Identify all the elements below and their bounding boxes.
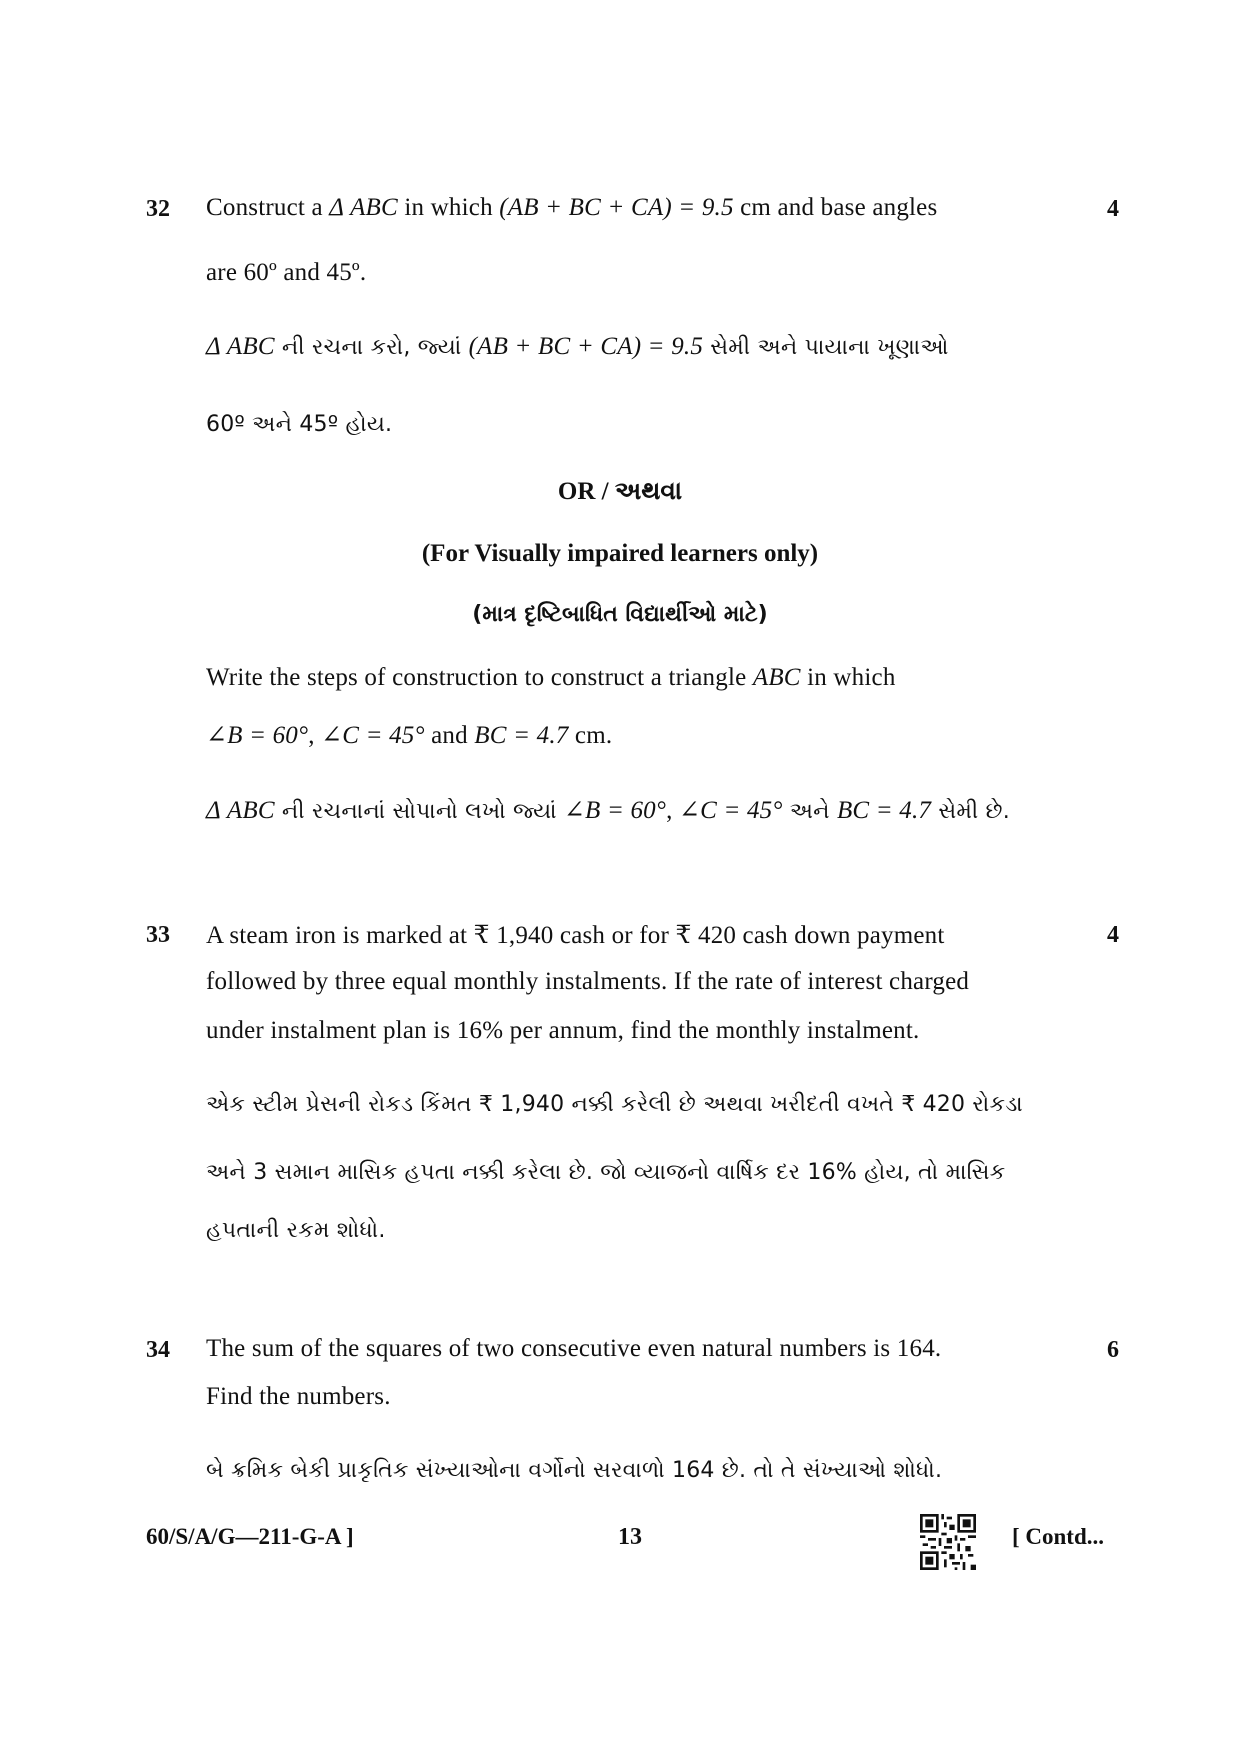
q33-en-line2: followed by three equal monthly instalments. If the rate of interest charged xyxy=(206,968,970,995)
q32-alt-en-line1 xyxy=(206,664,896,692)
text: Construct a xyxy=(206,194,330,221)
question-marks-34: 6 xyxy=(1107,1337,1119,1363)
question-number-32: 32 xyxy=(146,196,170,222)
text: in which xyxy=(800,664,896,691)
side-bc: BC = 4.7 xyxy=(474,722,569,749)
angle-b: ∠B = 60° xyxy=(563,797,667,824)
q32-en-line1 xyxy=(206,194,937,222)
paper-code: 60/S/A/G—211-G-A ] xyxy=(146,1524,354,1549)
text: , xyxy=(666,797,679,824)
triangle-label: Δ ABC xyxy=(329,194,398,221)
or-divider: OR / અથવા xyxy=(557,478,683,505)
text: , xyxy=(308,722,322,749)
page-number: 13 xyxy=(618,1524,642,1550)
text: સેમી છે. xyxy=(931,799,1010,824)
q32-alt-en-line2 xyxy=(206,720,612,750)
q32-alt-gu-line xyxy=(206,795,1010,825)
triangle-label: ABC xyxy=(752,664,801,691)
perimeter-expression: (AB + BC + CA) = 9.5 xyxy=(499,194,734,221)
q34-en-line2: Find the numbers. xyxy=(206,1383,391,1410)
visually-impaired-note-en: (For Visually impaired learners only) xyxy=(421,540,819,567)
visually-impaired-note-gu: (માત્ર દૃષ્ટિબાધિત વિદ્યાર્થીઓ માટે) xyxy=(472,602,768,627)
text: cm and base angles xyxy=(733,194,938,221)
q32-gu-line2: 60º અને 45º હોય. xyxy=(206,412,393,437)
text: સેમી અને પાયાના ખૂણાઓ xyxy=(703,335,949,360)
question-marks-32: 4 xyxy=(1107,196,1119,222)
q33-gu-line3: હપતાની રકમ શોધો. xyxy=(206,1218,386,1243)
q33-en-line3: under instalment plan is 16% per annum, find the monthly instalment. xyxy=(206,1017,920,1044)
text: ની રચનાનાં સોપાનો લખો જ્યાં xyxy=(274,799,564,824)
text: cm. xyxy=(568,722,613,749)
q33-gu-line2: અને 3 સમાન માસિક હપતા નક્કી કરેલા છે. જો વ્યાજનો વાર્ષિક દર 16% હોય, તો માસિક xyxy=(206,1160,1006,1185)
q33-en-line1: A steam iron is marked at ₹ 1,940 cash or for ₹ 420 cash down payment xyxy=(206,922,945,949)
question-marks-33: 4 xyxy=(1107,922,1119,948)
text: Write the steps of construction to construct a triangle xyxy=(206,664,753,691)
triangle-label: Δ ABC xyxy=(206,797,275,824)
perimeter-expression: (AB + BC + CA) = 9.5 xyxy=(468,333,704,360)
q34-gu-line1: બે ક્રમિક બેકી પ્રાકૃતિક સંખ્યાઓના વર્ગોનો સરવાળો 164 છે. તો તે સંખ્યાઓ શોધો. xyxy=(206,1458,943,1483)
text: ની રચના કરો, જ્યાં xyxy=(274,335,469,360)
angle-b: ∠B = 60° xyxy=(206,722,309,749)
text: and xyxy=(424,722,475,749)
q33-gu-line1: એક સ્ટીમ પ્રેસની રોકડ કિંમત ₹ 1,940 નક્કી કરેલી છે અથવા ખરીદતી વખતે ₹ 420 રોકડા xyxy=(206,1092,1023,1117)
angle-c: ∠C = 45° xyxy=(678,797,783,824)
question-number-34: 34 xyxy=(146,1337,170,1363)
continued-marker: [ Contd... xyxy=(1012,1524,1105,1549)
q32-gu-line1 xyxy=(206,333,949,361)
text: in which xyxy=(397,194,500,221)
angle-c: ∠C = 45° xyxy=(321,722,425,749)
qr-code-icon xyxy=(920,1514,976,1570)
triangle-label: Δ ABC xyxy=(206,333,275,360)
q32-en-line2: are 60º and 45º. xyxy=(206,259,367,286)
side-bc: BC = 4.7 xyxy=(836,797,932,824)
text: અને xyxy=(782,799,837,824)
q34-en-line1: The sum of the squares of two consecutive even natural numbers is 164. xyxy=(206,1335,942,1362)
question-number-33: 33 xyxy=(146,922,170,948)
